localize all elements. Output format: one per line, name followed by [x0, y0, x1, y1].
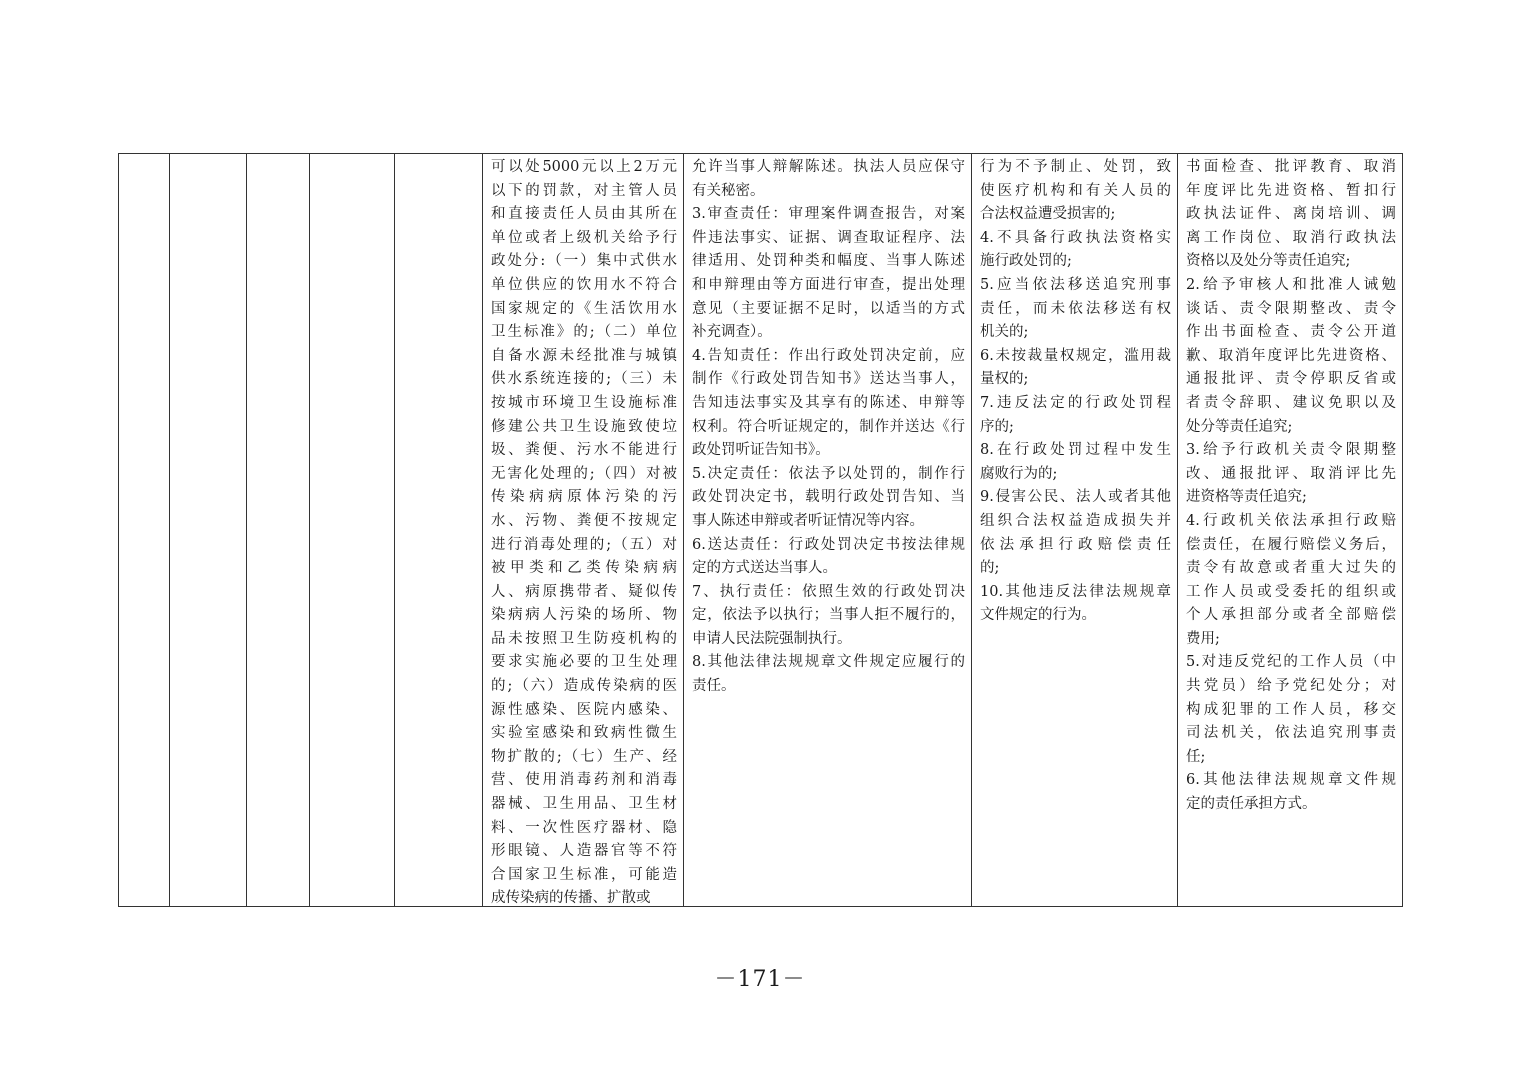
text-line: 改、通报批评、取消评比先	[1186, 465, 1396, 482]
text-line: 工作人员或受委托的组织或	[1186, 583, 1396, 600]
text-line: 以下的罚款，对主管人员	[491, 182, 677, 199]
text-line: 进资格等责任追究;	[1186, 489, 1307, 506]
empty-cell-5	[395, 154, 483, 907]
text-line: 政处罚听证告知书》。	[692, 442, 830, 459]
text-line: 政执法证件、离岗培训、调	[1186, 206, 1396, 223]
text-line: 卫生标准》的;（二）单位	[491, 324, 677, 341]
empty-cell-3	[247, 154, 310, 907]
text-line: 4.告知责任：作出行政处罚决定前，应	[692, 347, 965, 364]
responsibility-cell	[684, 154, 972, 907]
text-line: 定的方式送达当事人。	[692, 560, 837, 577]
text-line: 8.其他法律法规规章文件规定应履行的	[692, 654, 965, 671]
text-line: 谈话、责令限期整改、责令	[1186, 300, 1396, 317]
text-line: 允许当事人辩解陈述。执法人员应保守	[692, 159, 965, 175]
regulation-table	[118, 153, 1403, 907]
text-line: 品未按照卫生防疫机构的	[491, 630, 677, 647]
text-line: 3.审查责任：审理案件调查报告，对案	[692, 206, 965, 223]
text-line: 费用;	[1186, 630, 1220, 647]
text-line: 3.给予行政机关责令限期整	[1186, 442, 1396, 459]
text-line: 补充调查）。	[692, 324, 772, 341]
text-line: 离工作岗位、取消行政执法	[1186, 229, 1396, 246]
text-line: 责任。	[692, 678, 736, 695]
text-line: 申请人民法院强制执行。	[692, 630, 852, 647]
text-line: 单位或者上级机关给予行	[491, 229, 677, 246]
empty-cell-2	[170, 154, 247, 907]
text-line: 年度评比先进资格、暂扣行	[1186, 182, 1396, 199]
text-line: 意见（主要证据不足时，以适当的方式	[692, 300, 965, 317]
text-line: 合法权益遭受损害的;	[980, 206, 1116, 223]
text-line: 量权的;	[980, 371, 1029, 388]
text-line: 通报批评、责令停职反省或	[1186, 371, 1396, 388]
text-line: 使医疗机构和有关人员的	[980, 182, 1171, 199]
text-line: 合国家卫生标准，可能造	[491, 866, 677, 883]
text-line: 7、执行责任：依照生效的行政处罚决	[692, 583, 965, 600]
text-line: 政处分:（一）集中式供水	[491, 253, 677, 270]
text-line: 可以处5000元以上2万元	[491, 159, 677, 175]
text-line: 无害化处理的;（四）对被	[491, 465, 677, 482]
text-line: 单位供应的饮用水不符合	[491, 276, 677, 293]
text-line: 4.行政机关依法承担行政赔	[1186, 512, 1396, 529]
text-line: 传染病病原体污染的污	[491, 489, 677, 506]
penalty-content-text	[483, 154, 683, 906]
text-line: 器械、卫生用品、卫生材	[491, 796, 677, 813]
text-line: 件违法事实、证据、调查取证程序、法	[692, 229, 965, 246]
text-line: 偿责任，在履行赔偿义务后，	[1186, 536, 1396, 553]
text-line: 政处罚决定书，载明行政处罚告知、当	[692, 489, 965, 506]
accountability-methods-cell	[1178, 154, 1403, 907]
text-line: 依法承担行政赔偿责任	[980, 536, 1171, 553]
text-line: 自备水源未经批准与城镇	[491, 347, 677, 364]
text-line: 歉、取消年度评比先进资格、	[1186, 347, 1396, 364]
text-line: 7.违反法定的行政处罚程	[980, 394, 1171, 411]
text-line: 定的责任承担方式。	[1186, 796, 1317, 813]
text-line: 成传染病的传播、扩散或	[491, 890, 651, 906]
accountability-methods-text	[1178, 154, 1402, 906]
text-line: 8.在行政处罚过程中发生	[980, 442, 1171, 459]
table-row	[119, 154, 1403, 907]
page-number: －171－	[714, 967, 806, 992]
accountability-cases-text	[972, 154, 1177, 906]
text-line: 责任，而未依法移送有权	[980, 300, 1171, 317]
text-line: 5.对违反党纪的工作人员（中	[1186, 654, 1396, 671]
text-line: 制作《行政处罚告知书》送达当事人，	[692, 371, 965, 388]
text-line: 进行消毒处理的;（五）对	[491, 536, 677, 553]
text-line: 9.侵害公民、法人或者其他	[980, 489, 1171, 506]
text-line: 和申辩理由等方面进行审查，提出处理	[692, 276, 965, 293]
text-line: 实验室感染和致病性微生	[491, 725, 677, 742]
text-line: 供水系统连接的;（三）未	[491, 371, 677, 388]
text-line: 序的;	[980, 418, 1014, 435]
text-line: 者责令辞职、建议免职以及	[1186, 394, 1396, 411]
text-line: 5.应当依法移送追究刑事	[980, 276, 1171, 293]
text-line: 2.给予审核人和批准人诫勉	[1186, 276, 1396, 293]
text-line: 染病病人污染的场所、物	[491, 607, 677, 624]
text-line: 共党员）给予党纪处分；对	[1186, 678, 1396, 695]
text-line: 物扩散的;（七）生产、经	[491, 748, 677, 765]
text-line: 组织合法权益造成损失并	[980, 512, 1171, 529]
text-line: 按城市环境卫生设施标准	[491, 394, 677, 411]
text-line: 源性感染、医院内感染、	[491, 701, 677, 718]
text-line: 机关的;	[980, 324, 1029, 341]
empty-cell-1	[119, 154, 170, 907]
text-line: 形眼镜、人造器官等不符	[491, 843, 677, 860]
text-line: 被甲类和乙类传染病病	[491, 560, 677, 577]
text-line: 人、病原携带者、疑似传	[491, 583, 677, 600]
text-line: 任;	[1186, 748, 1206, 765]
text-line: 行为不予制止、处罚，致	[980, 159, 1171, 175]
text-line: 构成犯罪的工作人员，移交	[1186, 701, 1396, 718]
text-line: 营、使用消毒药剂和消毒	[491, 772, 677, 789]
text-line: 定，依法予以执行；当事人拒不履行的，	[692, 607, 965, 624]
text-line: 修建公共卫生设施致使垃	[491, 418, 677, 435]
text-line: 腐败行为的;	[980, 465, 1058, 482]
text-line: 和直接责任人员由其所在	[491, 206, 677, 223]
accountability-cases-cell	[972, 154, 1178, 907]
penalty-content-cell	[483, 154, 684, 907]
text-line: 的;	[980, 560, 1000, 577]
text-line: 资格以及处分等责任追究;	[1186, 253, 1351, 270]
text-line: 的;（六）造成传染病的医	[491, 678, 677, 695]
empty-cell-4	[310, 154, 395, 907]
text-line: 6.未按裁量权规定，滥用裁	[980, 347, 1171, 364]
responsibility-text	[684, 154, 971, 906]
text-line: 10.其他违反法律法规规章	[980, 583, 1171, 600]
text-line: 个人承担部分或者全部赔偿	[1186, 607, 1396, 624]
text-line: 6.其他法律法规规章文件规	[1186, 772, 1396, 789]
text-line: 权利。符合听证规定的，制作并送达《行	[692, 418, 965, 435]
text-line: 责令有故意或者重大过失的	[1186, 560, 1396, 577]
text-line: 水、污物、粪便不按规定	[491, 512, 677, 529]
text-line: 施行政处罚的;	[980, 253, 1072, 270]
text-line: 作出书面检查、责令公开道	[1186, 324, 1396, 341]
text-line: 要求实施必要的卫生处理	[491, 654, 677, 671]
text-line: 圾、粪便、污水不能进行	[491, 442, 677, 459]
text-line: 司法机关，依法追究刑事责	[1186, 725, 1396, 742]
text-line: 国家规定的《生活饮用水	[491, 300, 677, 317]
text-line: 告知违法事实及其享有的陈述、申辩等	[692, 394, 965, 411]
text-line: 书面检查、批评教育、取消	[1186, 159, 1396, 175]
text-line: 料、一次性医疗器材、隐	[491, 819, 677, 836]
text-line: 律适用、处罚种类和幅度、当事人陈述	[692, 253, 965, 270]
text-line: 6.送达责任：行政处罚决定书按法律规	[692, 536, 965, 553]
text-line: 事人陈述申辩或者听证情况等内容。	[692, 512, 924, 529]
text-line: 处分等责任追究;	[1186, 418, 1293, 435]
text-line: 有关秘密。	[692, 182, 765, 199]
text-line: 5.决定责任：依法予以处罚的，制作行	[692, 465, 965, 482]
text-line: 4.不具备行政执法资格实	[980, 229, 1171, 246]
text-line: 文件规定的行为。	[980, 607, 1096, 624]
